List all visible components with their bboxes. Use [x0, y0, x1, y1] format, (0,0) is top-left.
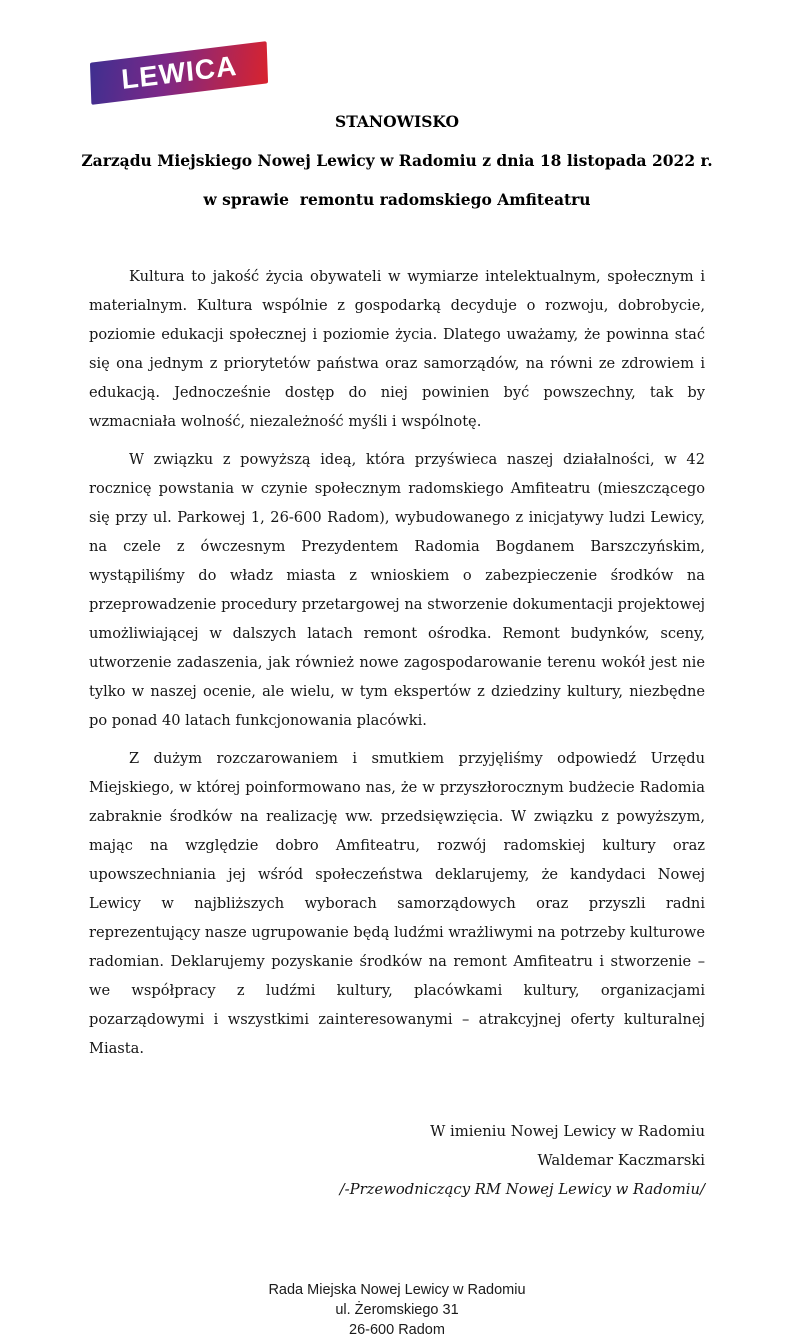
- paragraph-3: Z dużym rozczarowaniem i smutkiem przyjęliśmy odpowiedź Urzędu Miejskiego, w której poinformowano nas, że w przyszłorocznym budżecie Radomia zabraknie środków na realizację ww. przedsięwzięcia. W związku z powyższym, mając na względzie dobro Amfiteatru, rozwój radomskiej kultury oraz upowszechniania jej wśród społeczeństwa deklarujemy, że kandydaci Nowej Lewicy w najbliższych wyborach samorządowych oraz przyszli radni reprezentujący nasze ugrupowanie będą ludźmi wrażliwymi na potrzeby kulturowe radomian. Deklarujemy pozyskanie środków na remont Amfiteatru i stworzenie – we współpracy z ludźmi kultury, placówkami kultury, organizacjami pozarządowymi i wszystkimi zainteresowanymi – atrakcyjnej oferty kulturalnej Miasta.: [89, 750, 705, 1057]
- footer-org-name: Rada Miejska Nowej Lewicy w Radomiu: [268, 1282, 526, 1298]
- paragraph-1: Kultura to jakość życia obywateli w wymiarze intelektualnym, społecznym i materialnym. Kultura wspólnie z gospodarką decyduje o rozwoju, dobrobycie, poziomie edukacji społecznej i poziomie życia. Dlatego uważamy, że powinna stać się ona jednym z priorytetów państwa oraz samorządów, na równi ze zdrowiem i edukacją. Jednocześnie dostęp do niej powinien być powszechny, tak by wzmacniała wolność, niezależność myśli i wspólnotę.: [89, 268, 705, 430]
- footer-street: ul. Żeromskiego 31: [335, 1302, 459, 1318]
- signature-role: /-Przewodniczący RM Nowej Lewicy w Radomiu/: [339, 1181, 705, 1198]
- signature-block: [89, 1117, 705, 1204]
- signature-name: Waldemar Kaczmarski: [537, 1152, 705, 1169]
- document-subtitle: Zarządu Miejskiego Nowej Lewicy w Radomiu z dnia 18 listopada 2022 r.: [81, 151, 713, 170]
- signature-on-behalf: W imieniu Nowej Lewicy w Radomiu: [430, 1123, 705, 1140]
- footer-city: 26-600 Radom: [349, 1322, 445, 1338]
- document-subject: w sprawie remontu radomskiego Amfiteatru: [203, 190, 591, 209]
- document-title: STANOWISKO: [335, 112, 459, 131]
- footer-address: [0, 1280, 794, 1340]
- paragraph-2: W związku z powyższą ideą, która przyświeca naszej działalności, w 42 rocznicę powstania w czynie społecznym radomskiego Amfiteatru (mieszczącego się przy ul. Parkowej 1, 26-600 Radom), wybudowanego z inicjatywy ludzi Lewicy, na czele z ówczesnym Prezydentem Radomia Bogdanem Barszczyńskim, wystąpiliśmy do władz miasta z wnioskiem o zabezpieczenie środków na przeprowadzenie procedury przetargowej na stworzenie dokumentacji projektowej umożliwiającej w dalszych latach remont ośrodka. Remont budynków, sceny, utworzenie zadaszenia, jak również nowe zagospodarowanie terenu wokół jest nie tylko w naszej ocenie, ale wielu, w tym ekspertów z dziedziny kultury, niezbędne po ponad 40 latach funkcjonowania placówki.: [89, 451, 705, 729]
- body-text: [89, 208, 705, 1063]
- lewica-logo-text: LEWICA: [119, 49, 239, 96]
